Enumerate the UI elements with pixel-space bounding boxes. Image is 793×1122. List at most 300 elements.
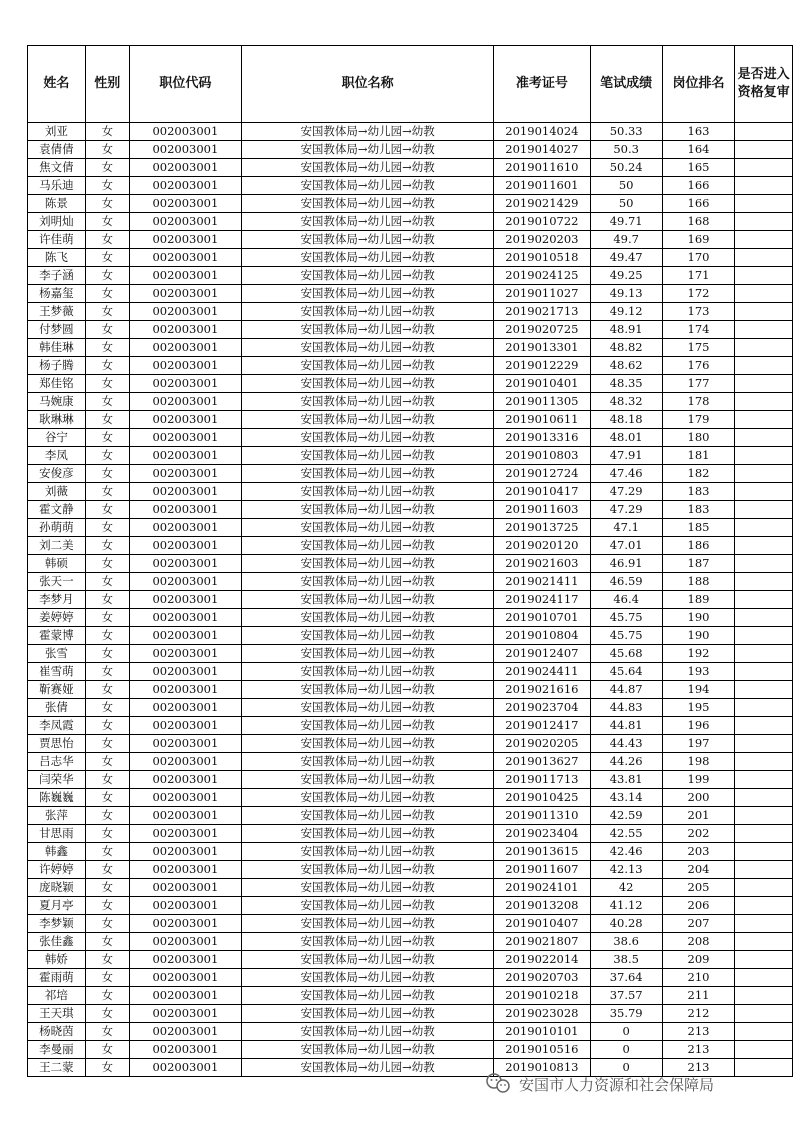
cell-name: 姜婷婷: [28, 609, 86, 627]
cell-name: 韩硕: [28, 555, 86, 573]
cell-position-code: 002003001: [129, 465, 242, 483]
cell-position-name: 安国教体局→幼儿园→幼教: [242, 951, 494, 969]
cell-exam-number: 2019010401: [494, 375, 591, 393]
cell-qualification-review: [735, 789, 793, 807]
cell-position-rank: 199: [662, 771, 735, 789]
cell-position-name: 安国教体局→幼儿园→幼教: [242, 375, 494, 393]
cell-written-score: 43.81: [590, 771, 662, 789]
cell-gender: 女: [85, 303, 129, 321]
cell-name: 袁倩倩: [28, 141, 86, 159]
cell-written-score: 0: [590, 1041, 662, 1059]
cell-position-name: 安国教体局→幼儿园→幼教: [242, 357, 494, 375]
cell-qualification-review: [735, 969, 793, 987]
cell-gender: 女: [85, 573, 129, 591]
header-position-name: 职位名称: [242, 46, 494, 123]
table-row: [28, 933, 793, 951]
cell-exam-number: 2019010518: [494, 249, 591, 267]
cell-name: 祁培: [28, 987, 86, 1005]
cell-gender: 女: [85, 753, 129, 771]
cell-qualification-review: [735, 339, 793, 357]
cell-gender: 女: [85, 123, 129, 141]
cell-name: 张倩: [28, 699, 86, 717]
cell-written-score: 47.29: [590, 501, 662, 519]
cell-position-code: 002003001: [129, 645, 242, 663]
table-row: [28, 357, 793, 375]
cell-qualification-review: [735, 825, 793, 843]
cell-qualification-review: [735, 195, 793, 213]
cell-name: 闫荣华: [28, 771, 86, 789]
cell-position-code: 002003001: [129, 177, 242, 195]
cell-qualification-review: [735, 699, 793, 717]
cell-position-name: 安国教体局→幼儿园→幼教: [242, 339, 494, 357]
cell-position-name: 安国教体局→幼儿园→幼教: [242, 267, 494, 285]
cell-written-score: 44.81: [590, 717, 662, 735]
cell-written-score: 44.83: [590, 699, 662, 717]
cell-written-score: 47.46: [590, 465, 662, 483]
cell-position-rank: 197: [662, 735, 735, 753]
cell-qualification-review: [735, 807, 793, 825]
cell-written-score: 49.25: [590, 267, 662, 285]
cell-name: 霍蒙博: [28, 627, 86, 645]
cell-exam-number: 2019022014: [494, 951, 591, 969]
cell-position-code: 002003001: [129, 321, 242, 339]
cell-exam-number: 2019014027: [494, 141, 591, 159]
cell-gender: 女: [85, 915, 129, 933]
cell-qualification-review: [735, 447, 793, 465]
cell-written-score: 49.71: [590, 213, 662, 231]
cell-position-rank: 163: [662, 123, 735, 141]
cell-written-score: 47.1: [590, 519, 662, 537]
cell-exam-number: 2019012417: [494, 717, 591, 735]
cell-gender: 女: [85, 1023, 129, 1041]
cell-exam-number: 2019020725: [494, 321, 591, 339]
cell-written-score: 45.75: [590, 627, 662, 645]
cell-qualification-review: [735, 231, 793, 249]
cell-qualification-review: [735, 933, 793, 951]
cell-gender: 女: [85, 447, 129, 465]
cell-name: 刘明灿: [28, 213, 86, 231]
cell-position-rank: 170: [662, 249, 735, 267]
cell-exam-number: 2019012724: [494, 465, 591, 483]
table-row: [28, 555, 793, 573]
cell-written-score: 49.7: [590, 231, 662, 249]
cell-position-code: 002003001: [129, 825, 242, 843]
cell-exam-number: 2019010803: [494, 447, 591, 465]
cell-position-rank: 202: [662, 825, 735, 843]
cell-position-rank: 206: [662, 897, 735, 915]
cell-position-code: 002003001: [129, 483, 242, 501]
cell-written-score: 48.82: [590, 339, 662, 357]
cell-position-rank: 190: [662, 627, 735, 645]
table-row: [28, 411, 793, 429]
cell-gender: 女: [85, 159, 129, 177]
cell-written-score: 48.32: [590, 393, 662, 411]
cell-exam-number: 2019010425: [494, 789, 591, 807]
cell-position-code: 002003001: [129, 663, 242, 681]
cell-position-rank: 207: [662, 915, 735, 933]
cell-name: 耿琳琳: [28, 411, 86, 429]
score-table: [27, 45, 793, 1077]
cell-written-score: 48.18: [590, 411, 662, 429]
cell-gender: 女: [85, 1041, 129, 1059]
cell-written-score: 49.12: [590, 303, 662, 321]
cell-gender: 女: [85, 825, 129, 843]
cell-position-code: 002003001: [129, 753, 242, 771]
cell-name: 杨嘉玺: [28, 285, 86, 303]
cell-name: 李梦颖: [28, 915, 86, 933]
cell-name: 张雪: [28, 645, 86, 663]
table-row: [28, 429, 793, 447]
table-row: [28, 609, 793, 627]
cell-name: 杨子腾: [28, 357, 86, 375]
cell-name: 夏月亭: [28, 897, 86, 915]
cell-qualification-review: [735, 609, 793, 627]
table-row: [28, 717, 793, 735]
cell-written-score: 38.6: [590, 933, 662, 951]
cell-qualification-review: [735, 681, 793, 699]
header-position-code: 职位代码: [129, 46, 242, 123]
cell-name: 庞晓颖: [28, 879, 86, 897]
cell-name: 贾思怡: [28, 735, 86, 753]
cell-position-rank: 194: [662, 681, 735, 699]
cell-position-rank: 209: [662, 951, 735, 969]
cell-exam-number: 2019010101: [494, 1023, 591, 1041]
cell-written-score: 49.47: [590, 249, 662, 267]
cell-position-code: 002003001: [129, 303, 242, 321]
cell-exam-number: 2019011310: [494, 807, 591, 825]
cell-gender: 女: [85, 735, 129, 753]
table-row: [28, 897, 793, 915]
cell-gender: 女: [85, 717, 129, 735]
cell-position-name: 安国教体局→幼儿园→幼教: [242, 303, 494, 321]
table-row: [28, 393, 793, 411]
cell-position-name: 安国教体局→幼儿园→幼教: [242, 825, 494, 843]
cell-position-code: 002003001: [129, 1041, 242, 1059]
cell-qualification-review: [735, 357, 793, 375]
cell-position-code: 002003001: [129, 933, 242, 951]
cell-gender: 女: [85, 267, 129, 285]
cell-position-rank: 208: [662, 933, 735, 951]
cell-qualification-review: [735, 627, 793, 645]
table-row: [28, 987, 793, 1005]
cell-position-code: 002003001: [129, 285, 242, 303]
cell-gender: 女: [85, 843, 129, 861]
cell-position-code: 002003001: [129, 213, 242, 231]
cell-position-rank: 174: [662, 321, 735, 339]
table-row: [28, 339, 793, 357]
cell-position-code: 002003001: [129, 987, 242, 1005]
cell-position-name: 安国教体局→幼儿园→幼教: [242, 465, 494, 483]
cell-position-name: 安国教体局→幼儿园→幼教: [242, 159, 494, 177]
cell-position-code: 002003001: [129, 969, 242, 987]
cell-qualification-review: [735, 987, 793, 1005]
cell-name: 陈景: [28, 195, 86, 213]
cell-position-rank: 165: [662, 159, 735, 177]
cell-gender: 女: [85, 951, 129, 969]
cell-qualification-review: [735, 519, 793, 537]
cell-exam-number: 2019012229: [494, 357, 591, 375]
cell-qualification-review: [735, 951, 793, 969]
cell-position-name: 安国教体局→幼儿园→幼教: [242, 807, 494, 825]
cell-written-score: 46.4: [590, 591, 662, 609]
cell-position-code: 002003001: [129, 627, 242, 645]
cell-name: 张天一: [28, 573, 86, 591]
cell-written-score: 37.57: [590, 987, 662, 1005]
cell-exam-number: 2019020120: [494, 537, 591, 555]
cell-name: 安俊彦: [28, 465, 86, 483]
cell-gender: 女: [85, 861, 129, 879]
cell-position-rank: 187: [662, 555, 735, 573]
cell-exam-number: 2019011601: [494, 177, 591, 195]
table-row: [28, 645, 793, 663]
cell-gender: 女: [85, 393, 129, 411]
cell-position-name: 安国教体局→幼儿园→幼教: [242, 699, 494, 717]
cell-exam-number: 2019013615: [494, 843, 591, 861]
cell-gender: 女: [85, 933, 129, 951]
cell-qualification-review: [735, 393, 793, 411]
cell-written-score: 44.43: [590, 735, 662, 753]
cell-written-score: 48.35: [590, 375, 662, 393]
cell-qualification-review: [735, 501, 793, 519]
table-row: [28, 573, 793, 591]
table-row: [28, 321, 793, 339]
table-row: [28, 519, 793, 537]
cell-position-rank: 189: [662, 591, 735, 609]
cell-qualification-review: [735, 1059, 793, 1077]
cell-position-rank: 203: [662, 843, 735, 861]
cell-qualification-review: [735, 555, 793, 573]
table-row: [28, 735, 793, 753]
cell-position-name: 安国教体局→幼儿园→幼教: [242, 717, 494, 735]
cell-position-rank: 201: [662, 807, 735, 825]
table-row: [28, 861, 793, 879]
cell-written-score: 44.87: [590, 681, 662, 699]
table-row: [28, 879, 793, 897]
header-written-score: 笔试成绩: [590, 46, 662, 123]
cell-gender: 女: [85, 537, 129, 555]
cell-position-rank: 186: [662, 537, 735, 555]
table-row: [28, 969, 793, 987]
cell-gender: 女: [85, 699, 129, 717]
cell-exam-number: 2019021411: [494, 573, 591, 591]
cell-gender: 女: [85, 141, 129, 159]
cell-gender: 女: [85, 465, 129, 483]
cell-qualification-review: [735, 1023, 793, 1041]
cell-exam-number: 2019024117: [494, 591, 591, 609]
table-row: [28, 591, 793, 609]
cell-written-score: 46.59: [590, 573, 662, 591]
header-exam-number: 准考证号: [494, 46, 591, 123]
cell-position-name: 安国教体局→幼儿园→幼教: [242, 123, 494, 141]
cell-exam-number: 2019024411: [494, 663, 591, 681]
cell-qualification-review: [735, 465, 793, 483]
cell-position-code: 002003001: [129, 915, 242, 933]
cell-name: 杨晓茵: [28, 1023, 86, 1041]
cell-qualification-review: [735, 213, 793, 231]
cell-position-code: 002003001: [129, 393, 242, 411]
cell-written-score: 35.79: [590, 1005, 662, 1023]
cell-name: 霍雨萌: [28, 969, 86, 987]
table-row: [28, 843, 793, 861]
cell-written-score: 44.26: [590, 753, 662, 771]
cell-qualification-review: [735, 861, 793, 879]
cell-position-rank: 178: [662, 393, 735, 411]
table-row: [28, 1023, 793, 1041]
header-gender: 性别: [85, 46, 129, 123]
cell-name: 陈巍巍: [28, 789, 86, 807]
header-qualification-review: 是否进入资格复审: [735, 46, 793, 123]
cell-written-score: 0: [590, 1059, 662, 1077]
cell-position-code: 002003001: [129, 159, 242, 177]
cell-position-rank: 183: [662, 501, 735, 519]
cell-exam-number: 2019021616: [494, 681, 591, 699]
cell-name: 霍文静: [28, 501, 86, 519]
cell-gender: 女: [85, 285, 129, 303]
cell-written-score: 42: [590, 879, 662, 897]
cell-qualification-review: [735, 483, 793, 501]
cell-position-code: 002003001: [129, 789, 242, 807]
cell-name: 付梦圆: [28, 321, 86, 339]
cell-name: 李子涵: [28, 267, 86, 285]
cell-gender: 女: [85, 879, 129, 897]
cell-qualification-review: [735, 267, 793, 285]
table-row: [28, 159, 793, 177]
cell-position-rank: 168: [662, 213, 735, 231]
cell-position-name: 安国教体局→幼儿园→幼教: [242, 915, 494, 933]
cell-exam-number: 2019021713: [494, 303, 591, 321]
cell-position-code: 002003001: [129, 429, 242, 447]
cell-qualification-review: [735, 645, 793, 663]
cell-written-score: 42.55: [590, 825, 662, 843]
cell-qualification-review: [735, 717, 793, 735]
cell-gender: 女: [85, 681, 129, 699]
cell-written-score: 46.91: [590, 555, 662, 573]
cell-position-name: 安国教体局→幼儿园→幼教: [242, 771, 494, 789]
cell-position-rank: 185: [662, 519, 735, 537]
table-row: [28, 249, 793, 267]
cell-name: 崔雪萌: [28, 663, 86, 681]
table-row: [28, 1005, 793, 1023]
cell-position-name: 安国教体局→幼儿园→幼教: [242, 627, 494, 645]
cell-position-code: 002003001: [129, 537, 242, 555]
cell-gender: 女: [85, 231, 129, 249]
cell-name: 刘薇: [28, 483, 86, 501]
cell-exam-number: 2019024101: [494, 879, 591, 897]
cell-name: 马乐迪: [28, 177, 86, 195]
cell-position-name: 安国教体局→幼儿园→幼教: [242, 591, 494, 609]
cell-position-code: 002003001: [129, 861, 242, 879]
cell-gender: 女: [85, 1005, 129, 1023]
cell-position-code: 002003001: [129, 123, 242, 141]
table-row: [28, 915, 793, 933]
cell-position-name: 安国教体局→幼儿园→幼教: [242, 321, 494, 339]
cell-position-rank: 166: [662, 195, 735, 213]
cell-position-rank: 190: [662, 609, 735, 627]
cell-position-code: 002003001: [129, 141, 242, 159]
cell-position-name: 安国教体局→幼儿园→幼教: [242, 195, 494, 213]
table-row: [28, 447, 793, 465]
cell-exam-number: 2019010417: [494, 483, 591, 501]
cell-position-name: 安国教体局→幼儿园→幼教: [242, 843, 494, 861]
cell-name: 张萍: [28, 807, 86, 825]
cell-written-score: 47.01: [590, 537, 662, 555]
header-position-rank: 岗位排名: [662, 46, 735, 123]
cell-position-code: 002003001: [129, 555, 242, 573]
cell-position-code: 002003001: [129, 195, 242, 213]
cell-written-score: 43.14: [590, 789, 662, 807]
cell-exam-number: 2019013208: [494, 897, 591, 915]
cell-name: 谷宁: [28, 429, 86, 447]
table-row: [28, 753, 793, 771]
cell-name: 李凤: [28, 447, 86, 465]
cell-qualification-review: [735, 843, 793, 861]
cell-position-code: 002003001: [129, 573, 242, 591]
cell-position-name: 安国教体局→幼儿园→幼教: [242, 411, 494, 429]
cell-position-code: 002003001: [129, 807, 242, 825]
cell-written-score: 42.59: [590, 807, 662, 825]
cell-gender: 女: [85, 1059, 129, 1077]
cell-gender: 女: [85, 483, 129, 501]
cell-written-score: 50.3: [590, 141, 662, 159]
cell-gender: 女: [85, 897, 129, 915]
cell-position-name: 安国教体局→幼儿园→幼教: [242, 1023, 494, 1041]
cell-written-score: 42.13: [590, 861, 662, 879]
cell-name: 李梦月: [28, 591, 86, 609]
cell-position-rank: 164: [662, 141, 735, 159]
cell-exam-number: 2019010722: [494, 213, 591, 231]
table-row: [28, 195, 793, 213]
cell-position-name: 安国教体局→幼儿园→幼教: [242, 249, 494, 267]
cell-position-rank: 171: [662, 267, 735, 285]
cell-written-score: 47.29: [590, 483, 662, 501]
cell-written-score: 45.68: [590, 645, 662, 663]
cell-written-score: 49.13: [590, 285, 662, 303]
cell-exam-number: 2019010516: [494, 1041, 591, 1059]
cell-position-name: 安国教体局→幼儿园→幼教: [242, 681, 494, 699]
cell-position-name: 安国教体局→幼儿园→幼教: [242, 429, 494, 447]
cell-position-rank: 211: [662, 987, 735, 1005]
cell-name: 郑佳铭: [28, 375, 86, 393]
cell-qualification-review: [735, 321, 793, 339]
table-row: [28, 771, 793, 789]
cell-position-name: 安国教体局→幼儿园→幼教: [242, 573, 494, 591]
cell-exam-number: 2019013316: [494, 429, 591, 447]
cell-gender: 女: [85, 429, 129, 447]
cell-position-name: 安国教体局→幼儿园→幼教: [242, 663, 494, 681]
cell-name: 李曼丽: [28, 1041, 86, 1059]
cell-qualification-review: [735, 375, 793, 393]
cell-name: 甘思雨: [28, 825, 86, 843]
cell-position-rank: 204: [662, 861, 735, 879]
table-row: [28, 141, 793, 159]
cell-position-code: 002003001: [129, 375, 242, 393]
cell-gender: 女: [85, 213, 129, 231]
cell-gender: 女: [85, 321, 129, 339]
cell-exam-number: 2019013627: [494, 753, 591, 771]
cell-position-code: 002003001: [129, 501, 242, 519]
cell-position-rank: 192: [662, 645, 735, 663]
table-row: [28, 537, 793, 555]
cell-position-code: 002003001: [129, 519, 242, 537]
table-row: [28, 213, 793, 231]
cell-position-code: 002003001: [129, 771, 242, 789]
cell-position-name: 安国教体局→幼儿园→幼教: [242, 735, 494, 753]
cell-exam-number: 2019010804: [494, 627, 591, 645]
table-row: [28, 663, 793, 681]
cell-position-name: 安国教体局→幼儿园→幼教: [242, 285, 494, 303]
cell-position-name: 安国教体局→幼儿园→幼教: [242, 231, 494, 249]
cell-position-code: 002003001: [129, 447, 242, 465]
